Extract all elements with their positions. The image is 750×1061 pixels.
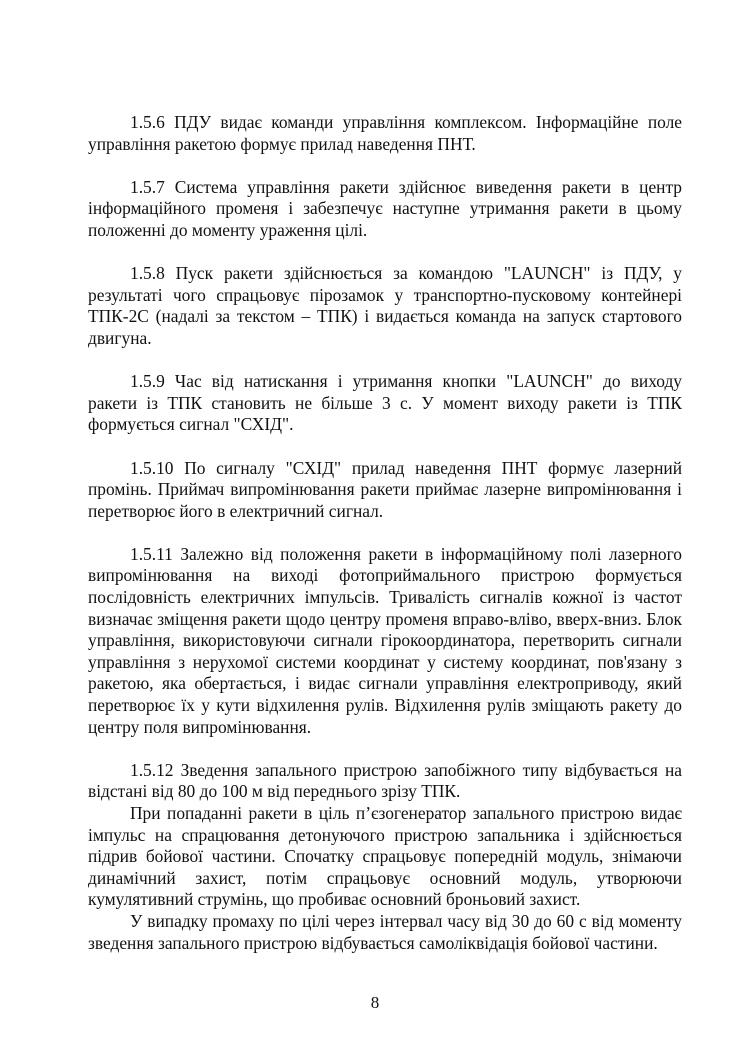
paragraph-1-5-10: 1.5.10 По сигналу "СХІД" прилад наведення ПНТ формує лазерний промінь. Приймач випромінювання ракети приймає лазерне випромінювання і перетворює його в електричний сигнал. — [88, 457, 682, 521]
paragraph-1-5-11: 1.5.11 Залежно від положення ракети в інформаційному полі лазерного випромінювання на виході фотоприймального пристрою формується послідовність електричних імпульсів. Тривалість сигналів кожної із частот визначає зміщення ракети щодо центру променя вправо-вліво, вверх-вниз. Блок управління, використовуючи сигнали гірокоординатора, перетворить сигнали управління з нерухомої системи координат у систему координат, пов'язану з ракетою, яка обертається, і видає сигнали управління електроприводу, який перетворює їх у кути відхилення рулів. Відхилення рулів зміщають ракету до центру поля випромінювання. — [88, 543, 682, 737]
paragraph-1-5-8: 1.5.8 Пуск ракети здійснюється за командою "LAUNCH" із ПДУ, у результаті чого спрацьовує пірозамок у транспортно-пусковому контейнері ТПК-2С (надалі за текстом – ТПК) і видається команда на запуск стартового двигуна. — [88, 263, 682, 348]
page-body — [88, 112, 682, 954]
paragraph-1-5-7: 1.5.7 Система управління ракети здійснює виведення ракети в центр інформаційного променя і забезпечує наступне утримання ракети в цьому положенні до моменту ураження цілі. — [88, 176, 682, 240]
paragraph-1-5-12: 1.5.12 Зведення запального пристрою запобіжного типу відбувається на відстані від 80 до 100 м від переднього зрізу ТПК. — [88, 759, 682, 802]
paragraph-detonation: При попаданні ракети в ціль п’єзогенератор запального пристрою видає імпульс на спрацювання детонуючого пристрою запальника і здійснюється підрив бойової частини. Спочатку спрацьовує попередній модуль, знімаючи динамічний захист, потім спрацьовує основний модуль, утворюючи кумулятивний струмінь, що пробиває основний броньовий захист. — [88, 803, 682, 910]
paragraph-1-5-6: 1.5.6 ПДУ видає команди управління комплексом. Інформаційне поле управління ракетою формує прилад наведення ПНТ. — [88, 112, 682, 154]
paragraph-1-5-9: 1.5.9 Час від натискання і утримання кнопки "LAUNCH" до виходу ракети із ТПК становить не більше 3 с. У момент виходу ракети із ТПК формується сигнал "СХІД". — [88, 371, 682, 435]
paragraph-self-destruct: У випадку промаху по цілі через інтервал часу від 30 до 60 с від моменту зведення запального пристрою відбувається самоліквідація бойової частини. — [88, 910, 682, 953]
page-number: 8 — [370, 993, 380, 1012]
